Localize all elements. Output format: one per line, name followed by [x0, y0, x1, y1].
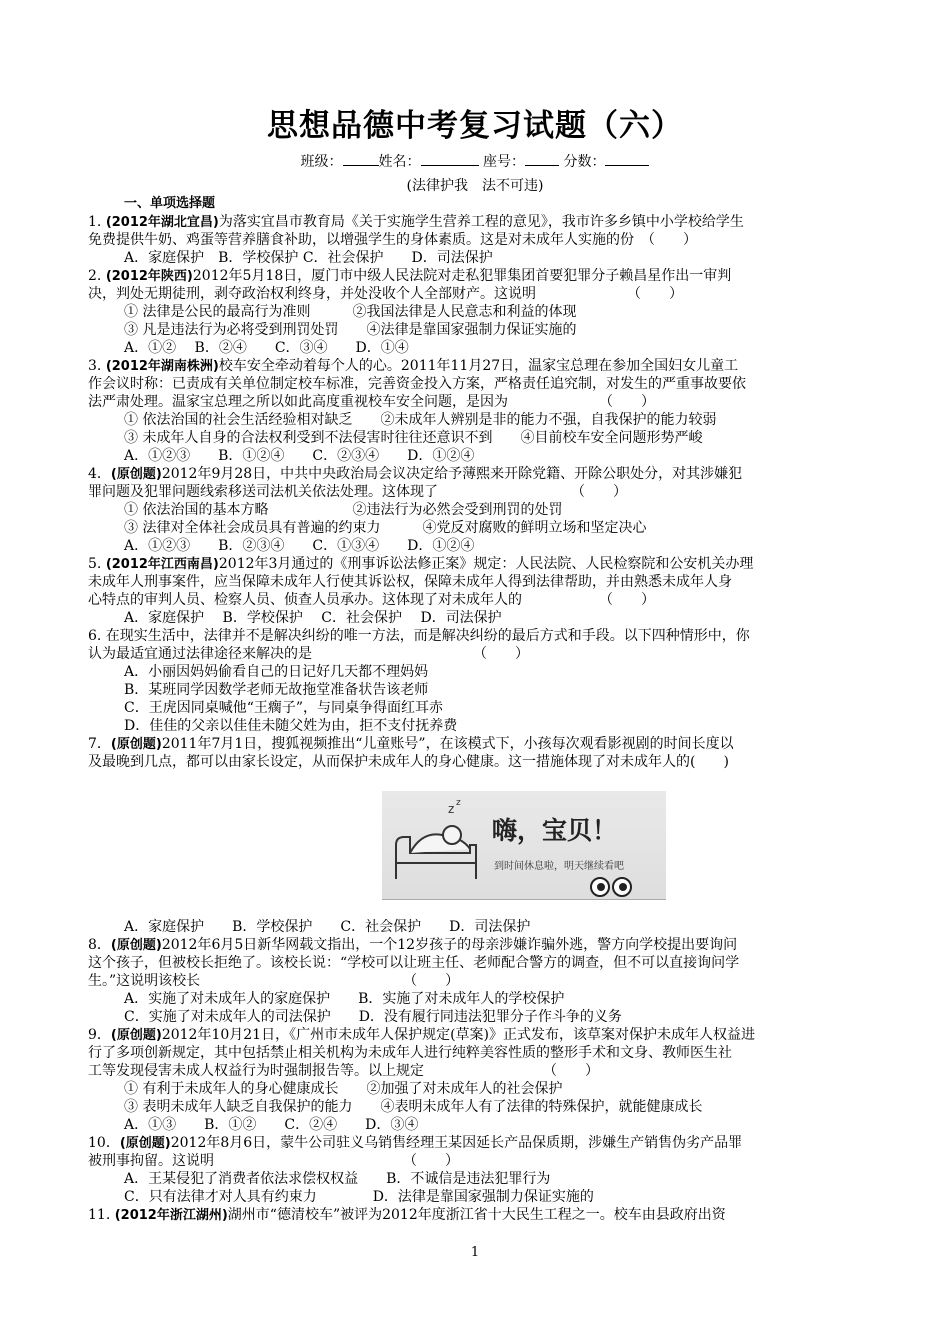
question-1-line: 免费提供牛奶、鸡蛋等营养膳食补助，以增强学生的身体素质。这是对未成年人实施的份 （ ） — [88, 232, 697, 248]
question-9-statement: ③ 表明未成年人缺乏自我保护的能力 ④表明未成年人有了法律的特殊保护，就能健康成长 — [124, 1099, 703, 1115]
question-3-statement: ③ 未成年人自身的合法权利受到不法侵害时往往还意识不到 ④目前校车安全问题形势严峻 — [124, 430, 703, 446]
question-9-statement: ① 有利于未成年人的身心健康成长 ②加强了对未成年人的社会保护 — [124, 1081, 563, 1097]
question-10-option: C．只有法律才对人具有约束力 D．法律是靠国家强制力保证实施的 — [124, 1189, 594, 1205]
question-source: (原创题) — [110, 938, 162, 953]
question-6-line: 6. 在现实生活中，法律并不是解决纠纷的唯一方法，而是解决纠纷的最后方式和手段。以下四种情形中，你 — [88, 628, 750, 644]
question-5-line: 未成年人刑事案件，应当保障未成年人行使其诉讼权，保障未成年人得到法律帮助，并由熟悉未成年人身 — [88, 574, 732, 590]
question-8-option: A．实施了对未成年人的家庭保护 B．实施了对未成年人的学校保护 — [124, 991, 565, 1007]
question-2-line: 决，判处无期徒刑，剥夺政治权利终身，并处没收个人全部财产。这说明 （ ） — [88, 286, 683, 302]
question-8-line: 生。”这说明该校长 （ ） — [88, 973, 460, 989]
svg-text:z: z — [456, 798, 461, 808]
question-10-line: 10．(原创题)2012年8月6日，蒙牛公司驻义乌销售经理王某因延长产品保质期，涉嫌生产销售伪劣产品罪 — [88, 1135, 743, 1151]
question-4-line: 罪问题及犯罪问题线索移送司法机关依法处理。这体现了 （ ） — [88, 484, 627, 500]
subtitle: (法律护我 法不可违) — [406, 178, 544, 194]
question-4-statement: ① 依法治国的基本方略 ②违法行为必然会受到刑罚的处罚 — [124, 502, 563, 518]
question-4-statement: ③ 法律对全体社会成员具有普遍的约束力 ④党反对腐败的鲜明立场和坚定决心 — [124, 520, 647, 536]
question-3-statement: ① 依法治国的社会生活经验相对缺乏 ②未成年人辨别是非的能力不强，自我保护的能力较弱 — [124, 412, 717, 428]
question-6-option: C．王虎因同桌喊他“王瘸子”，与同桌争得面红耳赤 — [124, 700, 444, 716]
question-list — [88, 195, 868, 1224]
question-source: (2012年湖南株洲) — [105, 359, 219, 374]
question-source: (原创题) — [110, 467, 162, 482]
sleeping-child-illustration — [382, 791, 666, 900]
score-blank — [605, 152, 649, 166]
student-info-line — [0, 151, 950, 171]
question-7-line: 及最晚到几点，都可以由家长设定，从而保护未成年人的身心健康。这一措施体现了对未成年人的( ) — [88, 754, 729, 770]
question-6-line: 认为最适宜通过法律途径来解决的是 （ ） — [88, 646, 529, 662]
question-source: (原创题) — [119, 1136, 171, 1151]
page-number: 1 — [470, 1245, 480, 1260]
name-label: 姓名： — [378, 154, 421, 170]
seat-label: 座号： — [483, 154, 525, 170]
illustration-caption: 到时间休息啦，明天继续看吧 — [494, 861, 624, 872]
question-9-line: 工等发现侵害未成人权益行为时强制报告等。以上规定 （ ） — [88, 1063, 599, 1079]
question-7-line: 7．(原创题)2011年7月1日，搜狐视频推出“儿童账号”，在该模式下，小孩每次观看影视剧的时间长度以 — [88, 736, 734, 752]
question-7-options: A．家庭保护 B．学校保护 C．社会保护 D．司法保护 — [124, 919, 531, 935]
question-source: (原创题) — [110, 737, 162, 752]
class-blank — [343, 152, 379, 166]
question-source: (2012年陕西) — [105, 269, 193, 284]
score-label: 分数： — [563, 154, 606, 170]
question-9-options: A．①③ B．①② C．②④ D．③④ — [124, 1117, 419, 1133]
illustration-heading: 嗨，宝贝！ — [492, 816, 618, 845]
question-2-line: 2. (2012年陕西)2012年5月18日，厦门市中级人民法院对走私犯罪集团首要犯罪分子赖昌星作出一审判 — [88, 268, 732, 284]
svg-text:z: z — [448, 802, 455, 816]
question-9-line: 行了多项创新规定，其中包括禁止相关机构为未成年人进行纯粹美容性质的整形手术和文身、教师医生社 — [88, 1045, 732, 1061]
question-2-statement: ③ 凡是违法行为必将受到刑罚处罚 ④法律是靠国家强制力保证实施的 — [124, 322, 577, 338]
class-label: 班级： — [300, 154, 343, 170]
question-2-statement: ① 法律是公民的最高行为准则 ②我国法律是人民意志和利益的体现 — [124, 304, 577, 320]
question-8-option: C．实施了对未成年人的司法保护 D．没有履行同违法犯罪分子作斗争的义务 — [124, 1009, 622, 1025]
question-1-options: A．家庭保护 B．学校保护 C．社会保护 D．司法保护 — [124, 250, 493, 266]
question-source: (2012年湖北宜昌) — [105, 215, 219, 230]
question-9-line: 9．(原创题)2012年10月21日，《广州市未成年人保护规定(草案)》正式发布，该草案对保护未成年人权益进 — [88, 1027, 755, 1043]
name-blank — [421, 152, 479, 166]
question-6-option: B．某班同学因数学老师无故拖堂准备状告该老师 — [124, 682, 429, 698]
question-5-options: A．家庭保护 B．学校保护 C．社会保护 D．司法保护 — [124, 610, 502, 626]
question-5-line: 5. (2012年江西南昌)2012年3月通过的《刑事诉讼法修正案》规定：人民法院、人民检察院和公安机关办理 — [88, 556, 754, 572]
question-4-line: 4．(原创题)2012年9月28日，中共中央政治局会议决定给予薄熙来开除党籍、开除公职处分，对其涉嫌犯 — [88, 466, 743, 482]
question-6-option: D．佳佳的父亲以佳佳未随父姓为由，拒不支付抚养费 — [124, 718, 458, 734]
question-4-options: A．①②③ B．②③④ C．①③④ D．①②④ — [124, 538, 475, 554]
question-source: (2012年浙江湖州) — [114, 1208, 228, 1223]
question-3-line: 3. (2012年湖南株洲)校车安全牵动着每个人的心。2011年11月27日，温家宝总理在参加全国妇女儿童工 — [88, 358, 739, 374]
question-1-line: 1. (2012年湖北宜昌)为落实宜昌市教育局《关于实施学生营养工程的意见》，我市许多乡镇中小学校给学生 — [88, 214, 744, 230]
section-heading: 一、单项选择题 — [124, 196, 216, 211]
question-source: (2012年江西南昌) — [105, 557, 219, 572]
question-10-line: 被刑事拘留。这说明 （ ） — [88, 1153, 459, 1169]
question-3-line: 作会议时称：已责成有关单位制定校车标准，完善资金投入方案，严格责任追究制，对发生的严重事故要依 — [88, 376, 746, 392]
question-source: (原创题) — [110, 1028, 162, 1043]
question-10-option: A．王某侵犯了消费者依法求偿权权益 B．不诚信是违法犯罪行为 — [124, 1171, 551, 1187]
page-title: 思想品德中考复习试题（六） — [267, 108, 683, 144]
question-8-line: 这个孩子，但被校长拒绝了。该校长说：“学校可以让班主任、老师配合警方的调查，但不可以直接询问学 — [88, 955, 740, 971]
question-11-line: 11. (2012年浙江湖州)湖州市“德清校车”被评为2012年度浙江省十大民生工程之一。校车由县政府出资 — [88, 1207, 726, 1223]
seat-blank — [525, 152, 559, 166]
question-3-line: 法严肃处理。温家宝总理之所以如此高度重视校车安全问题，是因为 （ ） — [88, 394, 655, 410]
question-2-options: A．①② B．②④ C．③④ D．①④ — [124, 340, 409, 356]
question-5-line: 心特点的审判人员、检察人员、侦查人员承办。这体现了对未成年人的 （ ） — [88, 592, 655, 608]
question-8-line: 8．(原创题)2012年6月5日新华网载文指出，一个12岁孩子的母亲涉嫌诈骗外逃，警方向学校提出要询问 — [88, 937, 738, 953]
question-3-options: A．①②③ B．①②④ C．②③④ D．①②④ — [124, 448, 475, 464]
question-6-option: A．小丽因妈妈偷看自己的日记好几天都不理妈妈 — [124, 664, 429, 680]
